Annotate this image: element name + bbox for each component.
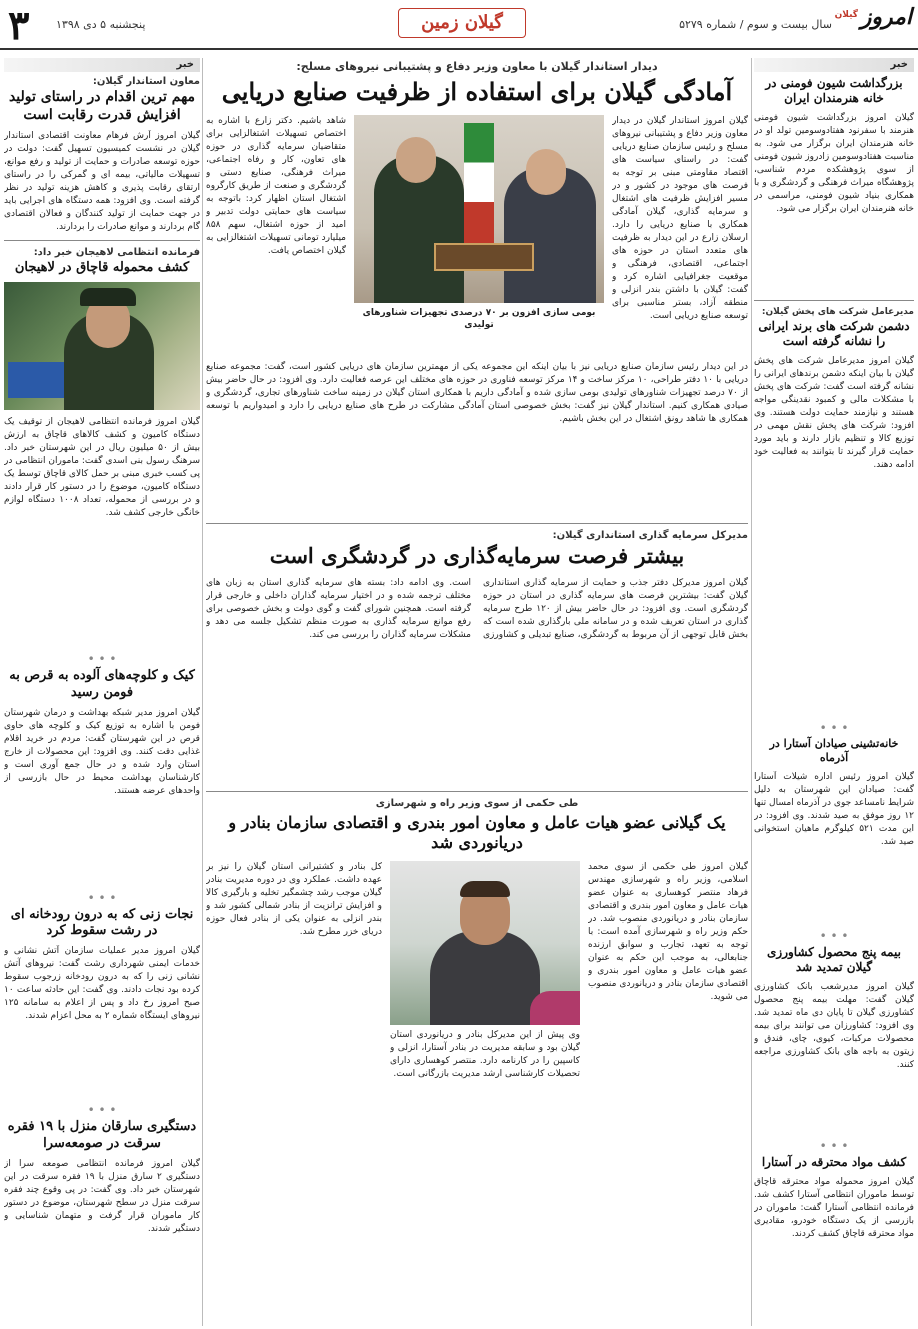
page-number: ۳ xyxy=(8,2,30,49)
photo-face-left xyxy=(396,137,436,183)
lead-body-left: شاهد باشیم. دکتر زارع با اشاره به اختصاص تسهیلات اشتغالزایی برای متقاضیان سرمایه گذاری در حوزه های تعاون، کار و رفاه اجتماعی، میراث فرهنگی، صنایع دستی و گردشگری و صنعت از طریق کارگروه اشتغال استان اظهار کرد: باتوجه به سیاست های حمایتی دولت تدبیر و امید از حوزه اشتغال، سهم ۸۵۸ میلیارد تومانی تسهیلات اشتغالزایی به گیلان اختصاص یافت. xyxy=(206,116,346,256)
photo-flag xyxy=(464,123,494,243)
meeting-photo xyxy=(354,115,604,303)
article-headline: خانه‌تشینی صیادان آستارا در آذرماه xyxy=(769,737,899,764)
photo-person-body xyxy=(430,931,540,1025)
newspaper-logo xyxy=(836,4,912,44)
article-kicker: طی حکمی از سوی وزیر راه و شهرسازی xyxy=(375,798,579,810)
article-headline: بزرگداشت شیون فومنی در خانه هنرمندان ایران xyxy=(765,76,903,105)
article-kicker: معاون استاندار گیلان: xyxy=(92,76,200,87)
news-kicker: خبر xyxy=(4,58,200,72)
photo-caption: بومی سازی افزون بر ۷۰ درصدی تجهیزات شناورهای تولیدی xyxy=(362,308,596,330)
masthead xyxy=(0,0,918,50)
article-headline: کشف محموله قاچاق در لاهیجان xyxy=(14,260,190,275)
separator-dots: • • • xyxy=(87,1103,117,1118)
issue-line: سال بیست و سوم / شماره ۵۲۷۹ xyxy=(679,18,832,31)
article-body: گیلان امروز فرمانده انتظامی صومعه سرا از دستگیری ۲ سارق منزل با ۱۹ فقره سرقت در این شهرستان خبر داد. وی گفت: در پی وقوع چند فقره سرقت منزل در سطح شهرستان، موضوع در دستور کار ماموران قرار گرفت و متهمان شناسایی و دستگیر شدند. xyxy=(4,1158,200,1234)
article-body: گیلان امروز آرش فرهام معاونت اقتصادی استاندار گیلان در نشست کمیسیون تسهیل گفت: دولت در حوزه توسعه صادرات و حمایت از تولید و رفع موانع، تسهیلات مالیاتی، بیمه ای و گمرکی را در راستای ارتقای رقابت پذیری و کاهش هزینه تولید در نظر گرفته است. وی افزود: همه دستگاه های اجرایی باید در جهت حمایت از تولید کنندگان و فعالان اقتصادی گام بردارند و موانع صادرات را بردارند. xyxy=(4,131,200,232)
column-rule xyxy=(751,58,752,1326)
article-body: گیلان امروز مدیرعامل شرکت های پخش گیلان با بیان اینکه دشمن برندهای ایرانی را نشانه گرفته است گفت: شرکت های پخش با مشکلات مالی و کمبود نقدینگی مواجه هستند و نیازمند حمایت دولت هستند. وی افزود: شرکت های پخش نقش مهمی در توزیع کالا و تنظیم بازار دارند و باید مورد حمایت قرار گیرند تا بتوانند به فعالیت خود ادامه دهند. xyxy=(754,356,914,470)
news-kicker: خبر xyxy=(754,58,914,72)
article-body: گیلان امروز رئیس اداره شیلات آستارا گفت: صیادان این شهرستان به دلیل شرایط نامساعد جوی در آذرماه امسال تنها ۱۲ روز موفق به صید شدند. وی افزود: در این مدت ۵۲۱ کیلوگرم ماهیان استخوانی صید شد. xyxy=(754,771,914,847)
photo-gift xyxy=(434,243,534,271)
officer-photo xyxy=(4,282,200,410)
article-body: گیلان امروز فرمانده انتظامی لاهیجان از توقیف یک دستگاه کامیون و کشف کالاهای قاچاق به ارزش بیش از ۵۰ میلیون ریال در این شهرستان خبر داد. سرهنگ رسول بنی اسدی گفت: ماموران انتظامی در پی کسب خبری مبنی بر حمل کالای قاچاق توسط یک دستگاه کامیون، موضوع را در دستور کار قرار دادند و در بررسی از محموله، تعداد ۱۰۰۸ دستگاه لوازم خانگی خارجی کشف شد. xyxy=(4,417,200,519)
article-headline: بیشتر فرصت سرمایه‌گذاری در گردشگری است xyxy=(269,543,685,568)
article-kicker: فرمانده انتظامی لاهیجان خبر داد: xyxy=(33,247,200,258)
article-headline: یک گیلانی عضو هیات عامل و معاون امور بندری و اقتصادی سازمان بنادر و دریانوردی شد xyxy=(228,813,726,853)
article-headline: نجات زنی که به درون رودخانه ای در رشت سقوط کرد xyxy=(10,906,194,938)
section-title: گیلان زمین xyxy=(398,8,526,38)
separator-dots: • • • xyxy=(819,928,849,943)
article-body-middle: وی پیش از این مدیرکل بنادر و دریانوردی استان گیلان بود و سابقه مدیریت در بنادر آستارا، انزلی و کاسپین را در کارنامه دارد. منتصر کوهساری دارای تحصیلات کارشناسی ارشد مدیریت بازرگانی است. xyxy=(390,1030,580,1080)
logo-main-text: امروز xyxy=(860,4,912,30)
logo-sub-text: گیلان xyxy=(834,10,858,20)
divider xyxy=(4,240,200,241)
separator-dots: • • • xyxy=(87,652,117,667)
article-headline: کشف مواد محترقه در آستارا xyxy=(761,1154,907,1169)
article-headline: بیمه پنج محصول کشاورزی گیلان تمدید شد xyxy=(767,944,901,974)
lead-kicker: دیدار استاندار گیلان با معاون وزیر دفاع و پشتیبانی نیروهای مسلح: xyxy=(296,60,658,73)
article-kicker: مدیرعامل شرکت های پخش گیلان: xyxy=(761,307,914,317)
article-headline: کیک و کلوچه‌های آلوده به قرص به فومن رسید xyxy=(9,668,195,700)
article-body: گیلان امروز مدیر شبکه بهداشت و درمان شهرستان فومن با اشاره به توزیع کیک و کلوچه های حاوی قرص در این شهرستان گفت: مردم در خرید اقلام غذایی دقت کنند. وی افزود: این محصولات از خارج استان وارد شده و در حال جمع آوری است و کارشناسان بهداشت محیط در حال بازرسی از واحدهای عرضه هستند. xyxy=(4,707,200,796)
left-column xyxy=(4,58,200,1326)
photo-background-sign xyxy=(8,362,68,398)
photo-person-hair xyxy=(460,881,510,897)
photo-face-right xyxy=(526,149,566,195)
article-body: گیلان امروز مدیر عملیات سازمان آتش نشانی و خدمات ایمنی شهرداری رشت گفت: نیروهای آتش نشانی زنی را که به درون رودخانه زرجوب سقوط کرده بود نجات دادند. وی گفت: این حادثه ساعت ۱۰ صبح امروز رخ داد و پس از اعلام به سامانه ۱۲۵ نیروهای ایستگاه شماره ۲ به محل اعزام شدند. xyxy=(4,946,200,1022)
article-headline: مهم ترین اقدام در راستای تولید افزایش قدرت رقابت است xyxy=(8,89,196,123)
right-column xyxy=(754,58,914,1326)
article-body-left: کل بنادر و کشتیرانی استان گیلان را نیز بر عهده داشت. عملکرد وی در دوره مدیریت بنادر گیلان موجب رشد چشمگیر تخلیه و بارگیری کالا و افزایش ترانزیت از بنادر شمالی کشور شد و بندر انزلی به عنوان یکی از بنادر فعال حوزه دریای خزر مطرح شد. xyxy=(206,862,382,938)
appointee-photo xyxy=(390,861,580,1025)
divider xyxy=(206,791,748,792)
column-rule xyxy=(202,58,203,1326)
article-body: گیلان امروز بزرگداشت شیون فومنی هنرمند با سفرنود هفتادوسومین تولد او در خانه هنرمندان ایران برگزار می شود. به مناسبت هفتادوسومین زادروز شیون فومنی از سوی پژوهشکده مردم شناسی، پژوهشگاه میراث فرهنگی و گردشگری و با همکاری بنیاد شیون فومنی، مراسمی در خانه هنرمندان ایران برگزار می شود. xyxy=(754,113,914,214)
article-headline: دستگیری سارقان منزل با ۱۹ فقره سرقت در صومعه‌سرا xyxy=(7,1119,197,1151)
article-body: گیلان امروز محموله مواد محترقه قاچاق توسط ماموران انتظامی آستارا کشف شد. فرمانده انتظامی آستارا گفت: ماموران در بازرسی از یک دستگاه خودرو، مقادیری مواد محترقه قاچاق کشف کردند. xyxy=(754,1176,914,1239)
lead-body-bottom: در این دیدار رئیس سازمان صنایع دریایی نیز با بیان اینکه این مجموعه یکی از مهمترین سازمان های دریایی کشور است، گفت: مجموعه صنایع دریایی با ۱۰ دفتر طراحی، ۱۰ مرکز ساخت و ۱۴ مرکز توسعه فناوری در حوزه های مختلف این عرصه فعالیت دارد. وی افزود: در حال حاضر بیش از ۷۰ درصد تجهیزات شناورهای تولیدی بومی سازی شده و آمادگی داریم با همکاری استان گیلان در زمینه ساخت شناورهای تجاری، گردشگری و صیادی همکاری کنیم. استاندار گیلان نیز گفت: بخش خصوصی استان آمادگی مشارکت در طرح های صنایع دریایی را دارد و امیدواریم با توسعه همکاری ها شاهد رونق اشتغال در این بخش باشیم. xyxy=(206,362,748,424)
separator-dots: • • • xyxy=(87,890,117,905)
date-line: پنجشنبه ۵ دی ۱۳۹۸ xyxy=(56,18,146,31)
separator-dots: • • • xyxy=(819,721,849,735)
separator-dots: • • • xyxy=(819,1138,849,1153)
article-body-right: گیلان امروز طی حکمی از سوی محمد اسلامی، وزیر راه و شهرسازی مهندس فرهاد منتصر کوهساری به عنوان عضو هیات عامل و معاون امور بندری و اقتصادی سازمان بنادر و دریانوردی منصوب شد. در حکم وزیر راه و شهرسازی آمده است: با توجه به تعهد، تجارب و سوابق ارزنده جنابعالی، به موجب این حکم به عنوان عضو هیات عامل و معاون امور بندری و اقتصادی سازمان بنادر و دریانوردی منصوب می شوید. xyxy=(588,862,748,1003)
photo-person-cap xyxy=(80,288,136,306)
article-body: گیلان امروز مدیرشعب بانک کشاورزی گیلان گفت: مهلت بیمه پنج محصول کشاورزی گیلان تا پایان دی ماه تمدید شد. وی افزود: کشاورزان می توانند برای بیمه محصولات مرکبات، کیوی، چای، فندق و زیتون به باجه های بانک کشاورزی مراجعه کنند. xyxy=(754,981,914,1070)
lead-body-right: گیلان امروز استاندار گیلان در دیدار معاون وزیر دفاع و پشتیبانی نیروهای مسلح و رئیس سازمان صنایع دریایی گفت: در راستای سیاست های اقتصاد مقاومتی مبنی بر توجه به فرصت های موجود در کشور و در مسیر افزایش ظرفیت های اشتغال و سرمایه گذاری، گیلان آمادگی همکاری با صنایع دریایی را دارد. ارسلان زارع در این دیدار به ظرفیت های متعدد استان در حوزه های اجتماعی، اقتصادی، فرهنگی و موقعیت جغرافیایی اشاره کرد و گفت: گیلان با داشتن بندر انزلی و منطقه آزاد، بستر مناسبی برای توسعه صنایع دریایی است. xyxy=(612,116,748,321)
lead-headline: آمادگی گیلان برای استفاده از ظرفیت صنایع دریایی xyxy=(221,77,733,106)
article-body: گیلان امروز مدیرکل دفتر جذب و حمایت از سرمایه گذاری استانداری گیلان گفت: بیشترین فرصت های سرمایه گذاری در استان در حوزه گردشگری است. وی افزود: در حال حاضر بیش از ۱۲۰ طرح سرمایه گذاری در استان تعریف شده و در سامانه ملی بارگذاری شده است که بخش قابل توجهی از آن مربوط به گردشگری، صنایع تبدیلی و کشاورزی است. وی ادامه داد: بسته های سرمایه گذاری استان به زبان های مختلف ترجمه شده و در اختیار سرمایه گذاران داخلی و خارجی قرار گرفته است. همچنین شورای گفت و گوی دولت و بخش خصوصی برای رفع موانع سرمایه گذاری به صورت منظم تشکیل جلسه می دهد و مشکلات سرمایه گذاران را بررسی می کند. xyxy=(206,578,748,641)
divider xyxy=(754,300,914,301)
article-headline: دشمن شرکت های برند ایرانی را نشانه گرفته است xyxy=(758,319,910,348)
article-kicker: مدیرکل سرمایه گذاری استانداری گیلان: xyxy=(552,530,748,541)
divider xyxy=(206,523,748,524)
middle-column xyxy=(206,58,748,1326)
photo-flowers xyxy=(530,991,580,1025)
